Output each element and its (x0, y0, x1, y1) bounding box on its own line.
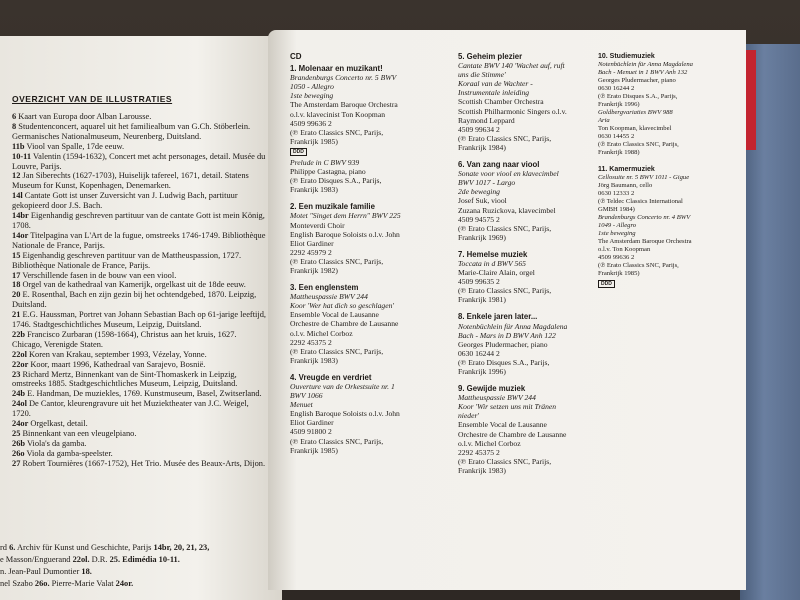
illustration-description: Viola da gamba-speelster. (26, 448, 113, 458)
cd-track-detail: Frankrijk 1996) (598, 101, 640, 109)
illustration-entry (12, 122, 268, 142)
cd-track-detail: 1ste beweging (598, 230, 636, 238)
cd-track-section (458, 160, 598, 242)
illustration-description: Studentenconcert, aquarel uit het familiealbum van G.Ch. Stöberlein. Germanisches Nationalmuseum, Neurenberg, Duitsland. (12, 121, 251, 141)
cd-track-detail: Georges Pludermacher, piano (598, 77, 676, 85)
cd-track-title: 9. Gewijde muziek (458, 384, 526, 394)
illustration-description: E.G. Haussman, Portret van Johann Sebastian Bach op 61-jarige leeftijd, 1746. Stadtgeschichtliches Museum, Leipzig, Duitsland. (12, 310, 266, 330)
cd-track-title: 3. Een englenstem (290, 283, 359, 293)
cd-track-detail: Menuet (290, 400, 313, 410)
illustration-page-number: 14br (12, 211, 29, 221)
illustration-entry (12, 280, 268, 290)
cd-track-detail: 4509 99634 2 (458, 124, 500, 134)
ddd-line (290, 146, 458, 158)
cd-track-section (290, 373, 458, 455)
illustration-page-number: 26b (12, 438, 26, 448)
illustration-description: Robert Tournières (1667-1752), Het Trio. Musée des Beaux-Arts, Dijon. (22, 458, 266, 468)
cd-column-2 (458, 52, 598, 483)
cd-track-detail: o.l.v. Ton Koopman (598, 246, 651, 254)
cd-track-detail: Scottish Chamber Orchestra (458, 97, 544, 107)
cd-track-detail: Frankrijk 1988) (598, 149, 640, 157)
cd-track-detail: Cellosuite nr. 5 BWV 1011 - Gigue (598, 174, 690, 182)
cd-track-section (598, 52, 736, 157)
cd-track-detail: Scottish Philharmonic Singers o.l.v. (458, 106, 567, 116)
cd-track-detail: Frankrijk 1983) (290, 185, 338, 195)
cd-track-title: 11. Kamermuziek (598, 166, 655, 174)
illustration-description: Verschillende fasen in de bouw van een viool. (22, 270, 177, 280)
cd-track-detail: 4509 99636 2 (598, 254, 635, 262)
illustration-entry (12, 271, 268, 281)
cd-track-detail: Sonate voor viool en klavecimbel (458, 169, 559, 179)
credit-part: 24or. (115, 579, 134, 588)
cd-track-detail: Ouverture van de Orkestsuite nr. 1 (290, 382, 395, 391)
cd-track-detail: Notenbüchlein für Anna Magdalena (598, 61, 693, 69)
illustration-description: Jan Siberechts (1627-1703), Huiselijk tafereel, 1671, detail. Statens Museum for Kunst, Kopenhagen, Denemarken. (12, 171, 249, 191)
illustration-entry (12, 191, 268, 211)
cd-track-detail: GMBH 1984) (598, 206, 635, 214)
cd-track-detail: Orchestre de Chambre de Lausanne (458, 429, 567, 439)
illustration-entry (12, 211, 268, 231)
cd-track-detail: Zuzana Ruzickova, klavecimbel (458, 205, 556, 215)
cd-track-detail: Brandenburgs Concerto nr. 4 BWV (598, 214, 691, 222)
cd-track-detail: (℗ Erato Classics SNC, Parijs, (290, 346, 384, 356)
cd-track-detail: Eliot Gardiner (290, 238, 334, 248)
illustration-description: Koren van Krakau, september 1993, Vézelay, Yonne. (28, 349, 207, 359)
cd-track-detail: BWV 1017 - Largo (458, 178, 516, 188)
illustration-entry (12, 439, 268, 449)
cd-track-detail: 2292 45375 2 (458, 447, 500, 457)
cd-track-detail: nieder' (458, 411, 480, 421)
cd-column-3 (598, 52, 736, 298)
illustration-page-number: 25 (12, 429, 21, 438)
cd-track-detail: Frankrijk 1985) (598, 270, 640, 278)
cd-track-detail: Koor 'Wer hat dich so geschlagen' (290, 301, 394, 311)
illustration-entry (12, 370, 268, 390)
credit-part: 18. (81, 567, 92, 576)
cd-track-detail: Frankrijk 1985) (290, 445, 338, 455)
illustration-page-number: 24ol (12, 399, 27, 409)
credit-part: 6. (9, 543, 16, 552)
cd-track-detail: Philippe Castagna, piano (290, 167, 366, 177)
cd-track-detail: Instrumentale inleiding (458, 88, 530, 98)
cd-track-title: 2. Een muzikale familie (290, 202, 375, 212)
illustration-description: Eigenhandig geschreven partituur van de cantate Gott ist mein König, 1708. (12, 211, 265, 230)
cd-track-detail: o.l.v. klavecinist Ton Koopman (290, 109, 386, 119)
cd-track-detail: Koor 'Wir setzen uns mit Tränen (458, 402, 557, 412)
cd-track-detail: Raymond Leppard (458, 115, 515, 125)
illustration-page-number: 15 (12, 250, 21, 260)
cd-track-detail: 2de beweging (458, 187, 500, 197)
cd-track-detail: Aria (598, 117, 610, 125)
cd-track-detail: 4509 94575 2 (458, 214, 500, 224)
illustration-page-number: 18 (12, 280, 21, 290)
cd-track-detail: 4509 91800 2 (290, 427, 332, 437)
cd-track-section (290, 283, 458, 365)
cd-track-section (458, 250, 598, 305)
illustration-entry (12, 142, 268, 152)
cd-label: CD (290, 52, 302, 61)
credit-part: e Masson/Enguerand (0, 555, 73, 564)
illustration-description: E. Handman, De muziekles, 1769. Kunstmuseum, Basel, Zwitserland. (27, 389, 262, 399)
cd-track-detail: Goldbergvariaties BWV 988 (598, 109, 673, 117)
cd-track-title: 10. Studiemuziek (598, 53, 655, 60)
cd-track-detail: (℗ Erato Classics SNC, Parijs, (458, 456, 552, 466)
cd-track-detail: 1ste beweging (290, 91, 334, 101)
cd-track-detail: 1050 - Allegro (290, 82, 334, 92)
illustration-description: E. Rosenthal, Bach en zijn gezin bij het ochtendgebed, 1870. Leipzig, Duitsland. (12, 290, 257, 310)
illustrations-list (12, 112, 268, 469)
cd-track-title: 7. Hemelse muziek (458, 249, 528, 259)
illustration-entry (12, 330, 268, 350)
illustration-entry (12, 112, 268, 122)
illustration-entry (12, 449, 268, 459)
cd-track-detail: English Baroque Soloists o.l.v. John (290, 229, 400, 239)
cd-track-section (458, 384, 598, 475)
cd-track-detail: 2292 45979 2 (290, 247, 332, 257)
cd-track-detail: Monteverdi Choir (290, 220, 345, 230)
cd-track-detail: Frankrijk 1982) (290, 265, 338, 275)
illustration-entry (12, 310, 268, 330)
cd-track-detail: Frankrijk 1985) (290, 136, 338, 146)
illustration-page-number: 11b (12, 141, 25, 151)
illustration-description: Richard Mertz, Binnenkant van de Sint-Thomaskerk in Leipzig, omstreeks 1885. Stadtgeschichtliches Museum, Leipzig, Duitsland. (12, 369, 238, 389)
credit-part: 14br, 20, 21, 23, (153, 543, 210, 552)
cd-track-title: 6. Van zang naar viool (458, 160, 540, 170)
credit-line (0, 542, 268, 554)
cd-track-detail: Motet "Singet dem Herrn" BWV 225 (290, 211, 401, 221)
cd-track-detail: 1049 - Allegro (598, 222, 637, 230)
cd-track-section (598, 165, 736, 290)
cd-track-detail: (℗ Erato Disques S.A., Parijs, (598, 93, 678, 101)
cd-track-detail: Bach - Mars in D BWV Anh 122 (458, 330, 556, 340)
cd-track-detail: 0630 16244 2 (598, 85, 635, 93)
illustrations-heading: OVERZICHT VAN DE ILLUSTRATIES (12, 94, 173, 104)
illustration-entry (12, 459, 268, 469)
cd-track-title: 5. Geheim plezier (458, 52, 523, 61)
illustration-description: Eigenhandig geschreven partituur van de Mattheuspassion, 1727. Bibliothèque Nationale de France, Parijs. (12, 250, 242, 270)
cd-track-section (290, 64, 458, 194)
cd-track-detail: Frankrijk 1983) (458, 465, 506, 475)
cd-track-title: 8. Enkele jaren later... (458, 312, 538, 322)
cd-track-detail: The Amsterdam Baroque Orchestra (598, 238, 692, 246)
cd-track-title: 4. Vreugde en verdriet (290, 372, 372, 382)
cd-track-detail: Mattheuspassie BWV 244 (290, 292, 368, 302)
credit-part: Archiv für Kunst und Geschichte, Parijs (15, 543, 154, 552)
credit-line (0, 578, 268, 590)
cd-column-1 (290, 52, 458, 463)
credit-part: rd (0, 543, 10, 552)
cd-track-detail: 2292 45375 2 (290, 337, 332, 347)
illustration-entry (12, 171, 268, 191)
cd-track-detail: uns die Stimme' (458, 70, 506, 80)
illustration-description: Koor, maart 1996, Kathedraal van Sarajevo, Bosnië. (30, 359, 206, 369)
cd-track-detail: Frankrijk 1981) (458, 295, 506, 305)
cd-track-detail: English Baroque Soloists o.l.v. John (290, 409, 400, 419)
photo-credits (0, 542, 268, 590)
illustration-page-number: 6 (12, 112, 17, 121)
cd-track-detail: o.l.v. Michel Corboz (290, 328, 353, 338)
cd-track-detail: (℗ Erato Classics SNC, Parijs, (598, 141, 679, 149)
cd-track-section (290, 202, 458, 275)
cd-track-detail: Josef Suk, viool (458, 196, 507, 206)
cd-track-detail: Cantate BWV 140 'Wachet auf, ruft (458, 61, 565, 71)
cd-track-detail: Toccata in d BWV 565 (458, 258, 526, 268)
illustration-page-number: 8 (12, 121, 17, 131)
cd-track-detail: Eliot Gardiner (290, 418, 334, 428)
cd-track-detail: BWV 1066 (290, 391, 323, 401)
cd-track-detail: (℗ Teldec Classics International (598, 198, 683, 206)
illustration-description: Orgel van de kathedraal van Kamerijk, orgelkast uit de 18de eeuw. (22, 280, 246, 290)
cd-track-detail: Georges Pludermacher, piano (458, 339, 548, 349)
illustration-description: Viool van Spalle, 17de eeuw. (26, 141, 125, 151)
illustration-page-number: 27 (12, 458, 21, 468)
cd-track-detail: Brandenburgs Concerto nr. 5 BWV (290, 73, 397, 83)
cd-track-detail: Prelude in C BWV 939 (290, 157, 360, 167)
illustration-entry (12, 389, 268, 399)
illustration-entry (12, 360, 268, 370)
credit-line (0, 566, 268, 578)
cd-track-detail: Orchestre de Chambre de Lausanne (290, 319, 399, 329)
ddd-line (598, 278, 736, 290)
cd-track-detail: (℗ Erato Classics SNC, Parijs, (598, 262, 679, 270)
credit-line (0, 554, 268, 566)
cd-track-detail: Ensemble Vocal de Lausanne (458, 420, 547, 430)
illustration-page-number: 12 (12, 171, 21, 181)
cd-track-detail: Marie-Claire Alain, orgel (458, 268, 535, 278)
cd-track-detail: Bach - Menuet in 1 BWV Anh 132 (598, 69, 688, 77)
illustration-description: Titelpagina van L'Art de la fugue, omstreeks 1746-1749. Bibliothèque Nationale de France, Parijs. (12, 230, 266, 250)
ddd-badge: DDD (290, 148, 307, 156)
illustration-entry (12, 290, 268, 310)
credit-part: nel Szabo (0, 579, 35, 588)
cd-track-title: 1. Molenaar en muzikant! (290, 64, 383, 74)
cd-track-detail: Ensemble Vocal de Lausanne (290, 310, 379, 320)
illustration-page-number: 20 (12, 290, 21, 300)
illustration-description: Orgelkast, detail. (30, 419, 88, 429)
cd-track-detail: (℗ Erato Classics SNC, Parijs, (458, 223, 552, 233)
cd-track-detail: (℗ Erato Disques S.A., Parijs, (458, 357, 550, 367)
cd-track-detail: (℗ Erato Disques S.A., Parijs, (290, 176, 382, 186)
credit-part: D.R. (89, 555, 110, 564)
cd-track-detail: Frankrijk 1969) (458, 232, 506, 242)
illustration-entry (12, 399, 268, 419)
illustration-description: Francisco Zurbaran (1598-1664), Christus aan het kruis, 1627. Chicago, Verenigde Staten. (12, 329, 237, 349)
cd-track-detail: Jörg Baumann, cello (598, 182, 653, 190)
illustration-entry (12, 429, 268, 439)
illustration-page-number: 23 (12, 369, 21, 379)
illustration-page-number: 22b (12, 329, 26, 339)
cd-track-detail: (℗ Erato Classics SNC, Parijs, (290, 256, 384, 266)
credit-part: 25. Edimédia 10-11. (109, 555, 180, 564)
cd-track-detail: 0630 14455 2 (598, 133, 635, 141)
cd-track-detail: Notenbüchlein für Anna Magdalena (458, 321, 568, 331)
illustration-entry (12, 419, 268, 429)
cd-track-detail: Mattheuspassie BWV 244 (458, 393, 536, 403)
illustration-page-number: 17 (12, 270, 21, 280)
illustration-page-number: 22or (12, 359, 29, 369)
cd-track-detail: 0630 12333 2 (598, 190, 635, 198)
illustration-page-number: 14or (12, 230, 29, 240)
credit-part: n. Jean-Paul Dumontier (0, 567, 82, 576)
ddd-badge: DDD (598, 280, 615, 288)
cd-track-detail: Frankrijk 1996) (458, 367, 506, 376)
credit-part: Pierre-Marie Valat (49, 579, 116, 588)
cd-track-detail: 4509 99635 2 (458, 277, 500, 287)
illustration-page-number: 24or (12, 419, 29, 429)
illustration-page-number: 24b (12, 389, 26, 399)
cd-track-detail: 0630 16244 2 (458, 348, 500, 358)
illustration-entry (12, 231, 268, 251)
credit-part: 26o. (34, 579, 50, 588)
illustration-page-number: 22ol (12, 349, 27, 359)
left-page (0, 36, 282, 600)
illustration-entry (12, 251, 268, 271)
illustration-description: Viola's da gamba. (27, 438, 87, 448)
illustration-entry (12, 350, 268, 360)
credit-part: 22ol. (72, 555, 90, 564)
cd-track-detail: (℗ Erato Classics SNC, Parijs, (458, 133, 552, 143)
cd-track-detail: (℗ Erato Classics SNC, Parijs, (290, 127, 384, 137)
cd-track-detail: Frankrijk 1983) (290, 355, 338, 365)
illustration-page-number: 14l (12, 191, 23, 201)
cd-track-detail: The Amsterdam Baroque Orchestra (290, 100, 398, 110)
illustration-page-number: 26o (12, 448, 25, 458)
illustration-description: Binnenkant van een vleugelpiano. (22, 429, 137, 438)
cd-track-detail: (℗ Erato Classics SNC, Parijs, (458, 286, 552, 296)
cd-track-detail: Koraal van de Wachter - (458, 79, 533, 89)
illustration-description: Cantate Gott ist unser Zuversicht van J. Ludwig Bach, partituur gekopieerd door J.S. Bach. (12, 191, 238, 211)
illustration-description: Valentin (1594-1632), Concert met acht personages, detail. Musée du Louvre, Parijs. (12, 151, 266, 171)
illustration-description: De Cantor, kleurengravure uit het Muziektheater van J.C. Weigel, 1720. (12, 399, 249, 419)
cd-track-detail: Frankrijk 1984) (458, 142, 506, 152)
illustration-page-number: 21 (12, 310, 21, 320)
illustration-entry (12, 152, 268, 172)
cd-track-detail: o.l.v. Michel Corboz (458, 438, 521, 448)
cd-track-detail: 4509 99636 2 (290, 118, 332, 128)
cd-track-detail: Ton Koopman, klavecimbel (598, 125, 672, 133)
illustration-page-number: 10-11 (12, 151, 32, 161)
cd-track-section (458, 52, 598, 152)
cd-track-section (458, 312, 598, 376)
illustration-description: Kaart van Europa door Alban Larousse. (18, 112, 152, 121)
cd-track-detail: (℗ Erato Classics SNC, Parijs, (290, 436, 384, 446)
